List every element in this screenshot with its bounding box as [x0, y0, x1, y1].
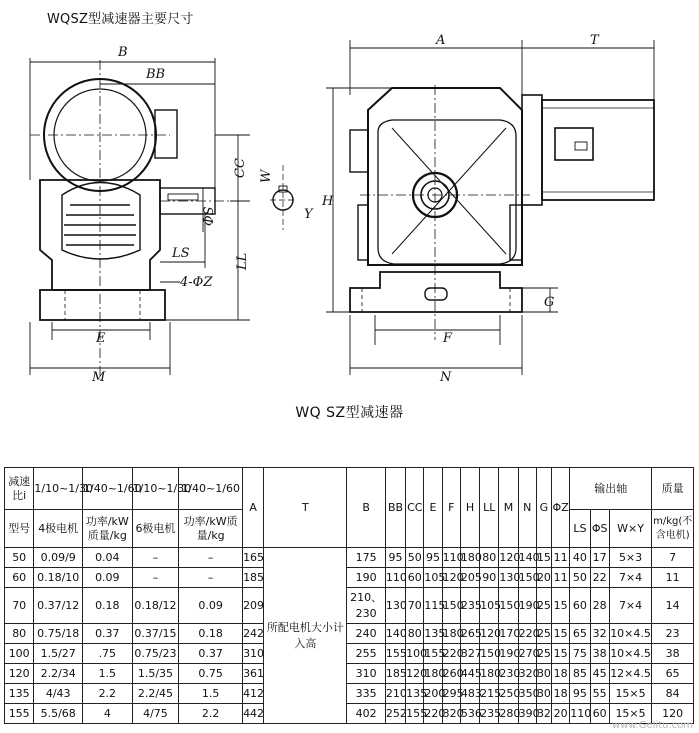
cell-b: 190 [347, 568, 386, 588]
cell-c3: 4/75 [132, 704, 179, 724]
cell-ls: 110 [570, 704, 590, 724]
header-m: M [499, 468, 518, 548]
cell-mass: 11 [652, 568, 694, 588]
cell-g: 20 [536, 568, 551, 588]
cell-b: 402 [347, 704, 386, 724]
cell-wy: 15×5 [609, 704, 652, 724]
table-row [5, 624, 694, 644]
cell-z: 11 [552, 548, 570, 568]
cell-z: 15 [552, 624, 570, 644]
cell-c3: 1.5/35 [132, 664, 179, 684]
cell-e: 115 [424, 588, 442, 624]
cell-c1: 1.5/27 [34, 644, 83, 664]
cell-h: 536 [460, 704, 479, 724]
cell-z: 11 [552, 568, 570, 588]
cell-c3: 0.37/15 [132, 624, 179, 644]
cell-ll: 235 [480, 704, 499, 724]
cell-cc: 70 [406, 588, 424, 624]
dim-label-hole: 4-ΦZ [180, 275, 213, 290]
header-h: H [460, 468, 479, 548]
cell-ll: 215 [480, 684, 499, 704]
header-g: G [536, 468, 551, 548]
cell-wy: 12×4.5 [609, 664, 652, 684]
cell-ls: 40 [570, 548, 590, 568]
cell-g: 25 [536, 644, 551, 664]
cell-mass: 7 [652, 548, 694, 568]
cell-wy: 7×4 [609, 588, 652, 624]
cell-wy: 10×4.5 [609, 624, 652, 644]
cell-c1: 0.18/10 [34, 568, 83, 588]
cell-c4: 0.37 [179, 644, 243, 664]
dim-label-m: M [92, 370, 106, 385]
cell-mass: 120 [652, 704, 694, 724]
dim-label-h: H [322, 194, 334, 209]
cell-m: 120 [499, 548, 518, 568]
cell-c4: – [179, 548, 243, 568]
cell-h: 235 [460, 588, 479, 624]
cell-model: 155 [5, 704, 34, 724]
cell-ls: 65 [570, 624, 590, 644]
page-title: WQSZ型减速器主要尺寸 [47, 12, 194, 27]
cell-c2: 0.18 [83, 588, 133, 624]
cell-c2: 1.5 [83, 664, 133, 684]
cell-b: 335 [347, 684, 386, 704]
cell-s: 55 [590, 684, 609, 704]
cell-m: 230 [499, 664, 518, 684]
cell-cc: 155 [406, 704, 424, 724]
cell-f: 120 [442, 568, 460, 588]
header-power-mass-1: 功率/kW质量/kg [83, 510, 133, 548]
cell-e: 105 [424, 568, 442, 588]
cell-ll: 105 [480, 588, 499, 624]
cell-ls: 75 [570, 644, 590, 664]
cell-f: 150 [442, 588, 460, 624]
cell-a: 242 [243, 624, 264, 644]
cell-e: 220 [424, 704, 442, 724]
cell-a: 442 [243, 704, 264, 724]
cell-c3: 2.2/45 [132, 684, 179, 704]
cell-c3: – [132, 568, 179, 588]
cell-g: 25 [536, 624, 551, 644]
dim-label-ls: LS [172, 246, 190, 261]
dim-label-n: N [440, 370, 452, 385]
cell-z: 15 [552, 644, 570, 664]
cell-bb: 252 [385, 704, 405, 724]
cell-b: 240 [347, 624, 386, 644]
cell-z: 18 [552, 664, 570, 684]
cell-a: 310 [243, 644, 264, 664]
table-row [5, 664, 694, 684]
cell-c2: 0.04 [83, 548, 133, 568]
cell-h: 327 [460, 644, 479, 664]
cell-b: 310 [347, 664, 386, 684]
header-phiz: ΦZ [552, 468, 570, 548]
cell-n: 270 [518, 644, 536, 664]
cell-ll: 80 [480, 548, 499, 568]
cell-s: 17 [590, 548, 609, 568]
cell-g: 25 [536, 588, 551, 624]
cell-g: 30 [536, 664, 551, 684]
cell-m: 280 [499, 704, 518, 724]
cell-m: 170 [499, 624, 518, 644]
header-a: A [243, 468, 264, 548]
header-b: B [347, 468, 386, 548]
header-cc: CC [406, 468, 424, 548]
cell-bb: 110 [385, 568, 405, 588]
cell-bb: 210 [385, 684, 405, 704]
table-row [5, 684, 694, 704]
cell-c2: 0.37 [83, 624, 133, 644]
header-motor4: 4极电机 [34, 510, 83, 548]
cell-wy: 7×4 [609, 568, 652, 588]
dim-label-y: Y [304, 207, 313, 222]
cell-s: 38 [590, 644, 609, 664]
cell-n: 320 [518, 664, 536, 684]
cell-c1: 4/43 [34, 684, 83, 704]
cell-m: 130 [499, 568, 518, 588]
cell-c3: 0.18/12 [132, 588, 179, 624]
dim-label-b: B [118, 45, 128, 60]
cell-m: 150 [499, 588, 518, 624]
cell-n: 350 [518, 684, 536, 704]
dim-label-e: E [96, 331, 106, 346]
cell-ls: 85 [570, 664, 590, 684]
cell-ls: 60 [570, 588, 590, 624]
dim-label-a: A [436, 33, 446, 48]
cell-s: 45 [590, 664, 609, 684]
header-e: E [424, 468, 442, 548]
cell-z: 18 [552, 684, 570, 704]
cell-c4: 1.5 [179, 684, 243, 704]
cell-bb: 130 [385, 588, 405, 624]
dim-label-bb: BB [146, 67, 166, 82]
cell-mass: 23 [652, 624, 694, 644]
dim-label-g: G [544, 295, 555, 310]
dim-label-cc: CC [233, 158, 248, 178]
cell-n: 220 [518, 624, 536, 644]
cell-c1: 2.2/34 [34, 664, 83, 684]
dim-label-t: T [590, 33, 599, 48]
cell-wy: 15×5 [609, 684, 652, 704]
cell-f: 295 [442, 684, 460, 704]
cell-bb: 95 [385, 548, 405, 568]
cell-c1: 0.75/18 [34, 624, 83, 644]
cell-t-note: 所配电机大小计入高 [264, 548, 347, 724]
table-row [5, 704, 694, 724]
cell-c2: 0.09 [83, 568, 133, 588]
cell-c2: .75 [83, 644, 133, 664]
header-bb: BB [385, 468, 405, 548]
header-motor6: 6极电机 [132, 510, 179, 548]
figure-caption-text: WQ SZ型减速器 [295, 405, 404, 421]
cell-mass: 14 [652, 588, 694, 624]
header-ls: LS [570, 510, 590, 548]
cell-s: 28 [590, 588, 609, 624]
cell-h: 445 [460, 664, 479, 684]
front-view [326, 40, 654, 375]
cell-model: 100 [5, 644, 34, 664]
cell-s: 60 [590, 704, 609, 724]
cell-m: 190 [499, 644, 518, 664]
cell-z: 15 [552, 588, 570, 624]
cell-n: 390 [518, 704, 536, 724]
table-row [5, 644, 694, 664]
dim-label-phis: ΦS [202, 206, 217, 226]
table-row [5, 568, 694, 588]
table-row [5, 548, 694, 568]
cell-e: 135 [424, 624, 442, 644]
cell-cc: 120 [406, 664, 424, 684]
cell-c1: 0.09/9 [34, 548, 83, 568]
cell-c2: 2.2 [83, 684, 133, 704]
cell-model: 60 [5, 568, 34, 588]
header-ratio-1: 1/10~1/30 [34, 468, 83, 510]
header-output: 输出轴 [570, 468, 652, 510]
cell-wy: 10×4.5 [609, 644, 652, 664]
cell-c4: 2.2 [179, 704, 243, 724]
cell-g: 15 [536, 548, 551, 568]
cell-h: 483 [460, 684, 479, 704]
watermark: www.Gelitu.com [611, 720, 693, 731]
cell-cc: 100 [406, 644, 424, 664]
table-header-row-1 [5, 468, 694, 510]
cell-a: 185 [243, 568, 264, 588]
header-t: T [264, 468, 347, 548]
dim-label-ll: LL [235, 252, 250, 270]
cell-wy: 5×3 [609, 548, 652, 568]
figure-caption [0, 402, 699, 422]
cell-b: 175 [347, 548, 386, 568]
cell-mass: 84 [652, 684, 694, 704]
cell-bb: 140 [385, 624, 405, 644]
cell-h: 205 [460, 568, 479, 588]
dim-label-f: F [443, 331, 453, 346]
header-f: F [442, 468, 460, 548]
cell-f: 110 [442, 548, 460, 568]
cell-model: 70 [5, 588, 34, 624]
cell-bb: 155 [385, 644, 405, 664]
cell-f: 260 [442, 664, 460, 684]
cell-c4: 0.18 [179, 624, 243, 644]
cell-model: 135 [5, 684, 34, 704]
cell-ll: 90 [480, 568, 499, 588]
cell-m: 250 [499, 684, 518, 704]
header-ll: LL [480, 468, 499, 548]
cell-e: 95 [424, 548, 442, 568]
cell-g: 30 [536, 684, 551, 704]
header-ratio-3: 1/10~1/30 [132, 468, 179, 510]
cell-ls: 95 [570, 684, 590, 704]
header-wxy: W×Y [609, 510, 652, 548]
header-mass: 质量 [652, 468, 694, 510]
cell-model: 120 [5, 664, 34, 684]
cell-c4: 0.75 [179, 664, 243, 684]
header-power-mass-2: 功率/kW质量/kg [179, 510, 243, 548]
side-view [30, 58, 296, 380]
cell-c3: 0.75/23 [132, 644, 179, 664]
cell-cc: 80 [406, 624, 424, 644]
cell-a: 412 [243, 684, 264, 704]
cell-s: 32 [590, 624, 609, 644]
cell-a: 209 [243, 588, 264, 624]
cell-c1: 0.37/12 [34, 588, 83, 624]
cell-cc: 60 [406, 568, 424, 588]
cell-b: 210、230 [347, 588, 386, 624]
cell-bb: 185 [385, 664, 405, 684]
cell-a: 361 [243, 664, 264, 684]
cell-ls: 50 [570, 568, 590, 588]
cell-ll: 120 [480, 624, 499, 644]
cell-h: 265 [460, 624, 479, 644]
cell-c3: – [132, 548, 179, 568]
cell-c2: 4 [83, 704, 133, 724]
cell-ll: 180 [480, 664, 499, 684]
header-mass-unit: m/kg(不含电机) [652, 510, 694, 548]
cell-h: 180 [460, 548, 479, 568]
cell-c4: 0.09 [179, 588, 243, 624]
header-ratio-2: 1/40~1/60 [83, 468, 133, 510]
header-ratio-label: 减速比i [5, 468, 34, 510]
header-ratio-4: 1/40~1/60 [179, 468, 243, 510]
cell-model: 50 [5, 548, 34, 568]
cell-a: 165 [243, 548, 264, 568]
dim-label-w: W [259, 169, 274, 183]
reducer-drawing [0, 28, 699, 398]
cell-s: 22 [590, 568, 609, 588]
cell-z: 20 [552, 704, 570, 724]
cell-ll: 150 [480, 644, 499, 664]
cell-g: 32 [536, 704, 551, 724]
header-n: N [518, 468, 536, 548]
cell-e: 155 [424, 644, 442, 664]
cell-f: 220 [442, 644, 460, 664]
cell-f: 180 [442, 624, 460, 644]
cell-mass: 65 [652, 664, 694, 684]
dimension-table [4, 467, 694, 724]
header-model: 型号 [5, 510, 34, 548]
cell-n: 140 [518, 548, 536, 568]
cell-e: 200 [424, 684, 442, 704]
header-phis: ΦS [590, 510, 609, 548]
cell-f: 320 [442, 704, 460, 724]
cell-n: 150 [518, 568, 536, 588]
cell-model: 80 [5, 624, 34, 644]
cell-n: 190 [518, 588, 536, 624]
cell-e: 180 [424, 664, 442, 684]
cell-cc: 135 [406, 684, 424, 704]
cell-c1: 5.5/68 [34, 704, 83, 724]
table-row [5, 588, 694, 624]
cell-cc: 50 [406, 548, 424, 568]
cell-mass: 38 [652, 644, 694, 664]
cell-c4: – [179, 568, 243, 588]
cell-b: 255 [347, 644, 386, 664]
